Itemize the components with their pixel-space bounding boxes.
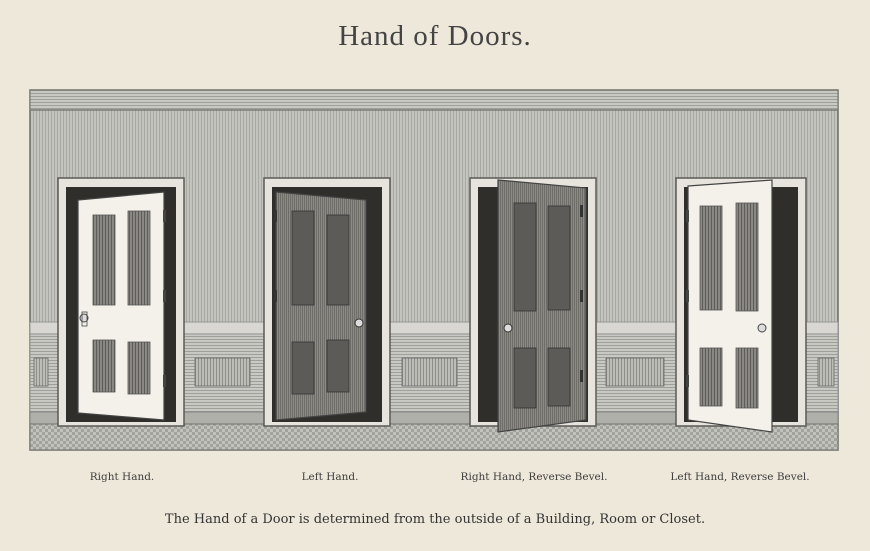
label-right-hand-reverse-bevel: Right Hand, Reverse Bevel.: [460, 471, 608, 483]
label-right-hand: Right Hand.: [89, 471, 155, 483]
door-right-hand-reverse-bevel: [470, 178, 596, 432]
door-left-hand: [264, 178, 390, 426]
door-left-hand-reverse-bevel: [676, 178, 806, 432]
caption: The Hand of a Door is determined from the outside of a Building, Room or Closet.: [164, 512, 706, 527]
label-left-hand: Left Hand.: [301, 471, 359, 483]
label-left-hand-reverse-bevel: Left Hand, Reverse Bevel.: [670, 471, 810, 483]
page-title: Hand of Doors.: [338, 20, 532, 52]
door-right-hand: [58, 178, 184, 426]
